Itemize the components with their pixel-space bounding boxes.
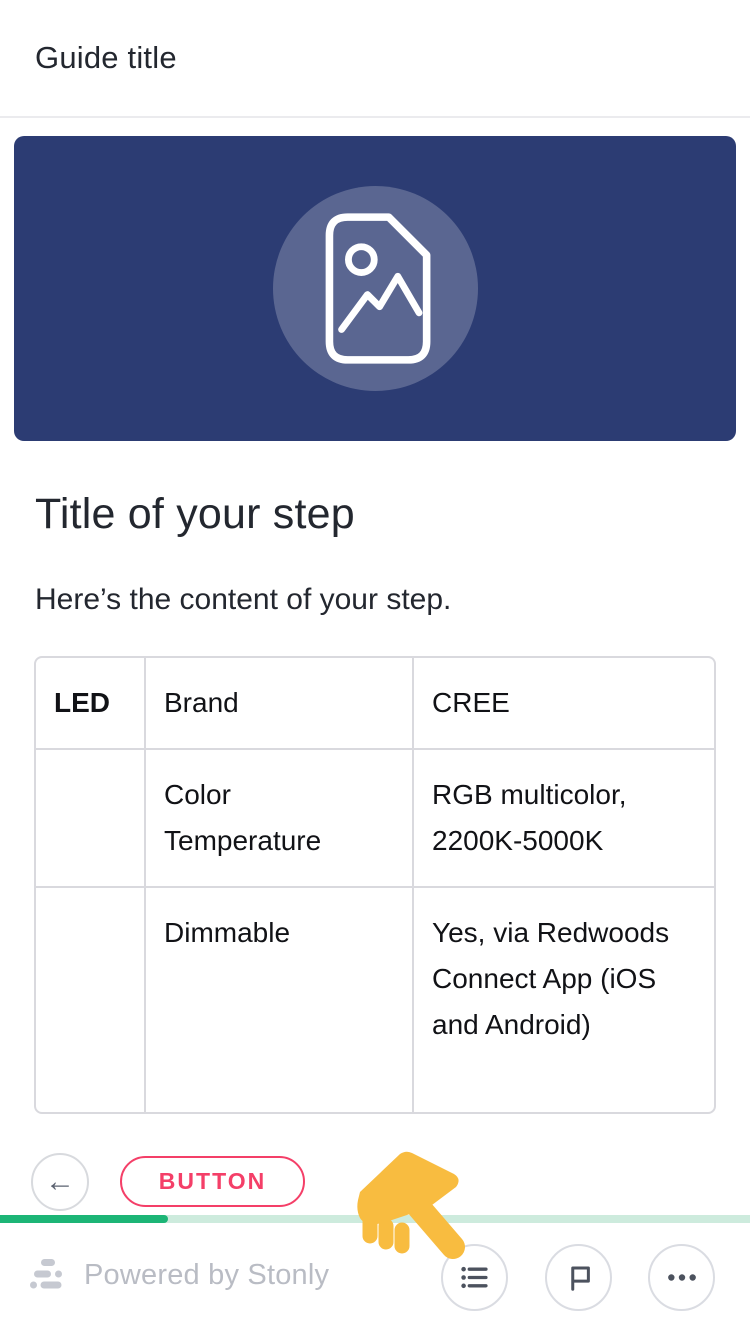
step-title: Title of your step — [35, 490, 355, 538]
step-action-button-label: BUTTON — [158, 1168, 267, 1194]
hand-pointer-cursor — [356, 1150, 468, 1262]
ellipsis-icon — [666, 1272, 698, 1283]
image-placeholder-icon — [299, 208, 451, 369]
table-cell: Yes, via Redwoods Connect App (iOS and Android) — [432, 917, 670, 1040]
back-arrow-icon: ← — [45, 1165, 75, 1198]
table-cell: Color Temperature — [145, 749, 413, 887]
flag-icon — [564, 1263, 594, 1293]
step-action-button[interactable] — [120, 1156, 305, 1207]
table-cell: RGB multicolor, 2200K-5000K — [413, 749, 716, 887]
table-row — [36, 887, 716, 1112]
back-button[interactable] — [31, 1153, 89, 1211]
guide-title: Guide title — [35, 40, 177, 75]
table-cell: LED — [36, 658, 145, 749]
more-options-button[interactable] — [648, 1244, 715, 1311]
table-cell: Dimmable — [145, 887, 413, 1112]
table-row — [36, 658, 716, 749]
powered-by-link[interactable] — [30, 1258, 329, 1292]
table-cell — [36, 749, 145, 887]
table-cell: CREE — [413, 658, 716, 749]
stonly-logo-icon — [30, 1258, 66, 1292]
progress-bar — [0, 1215, 750, 1223]
spec-table — [34, 656, 716, 1114]
progress-bar-fill — [0, 1215, 168, 1223]
step-media-banner — [14, 136, 736, 441]
report-issue-button[interactable] — [545, 1244, 612, 1311]
header — [0, 0, 750, 118]
table-row — [36, 749, 716, 887]
table-cell — [36, 887, 145, 1112]
step-content: Here’s the content of your step. — [35, 583, 452, 616]
image-placeholder-backdrop — [273, 186, 478, 391]
table-cell: Brand — [145, 658, 413, 749]
list-icon — [461, 1266, 488, 1289]
table-of-contents-button[interactable] — [441, 1244, 508, 1311]
powered-by-label: Powered by Stonly — [84, 1258, 330, 1291]
